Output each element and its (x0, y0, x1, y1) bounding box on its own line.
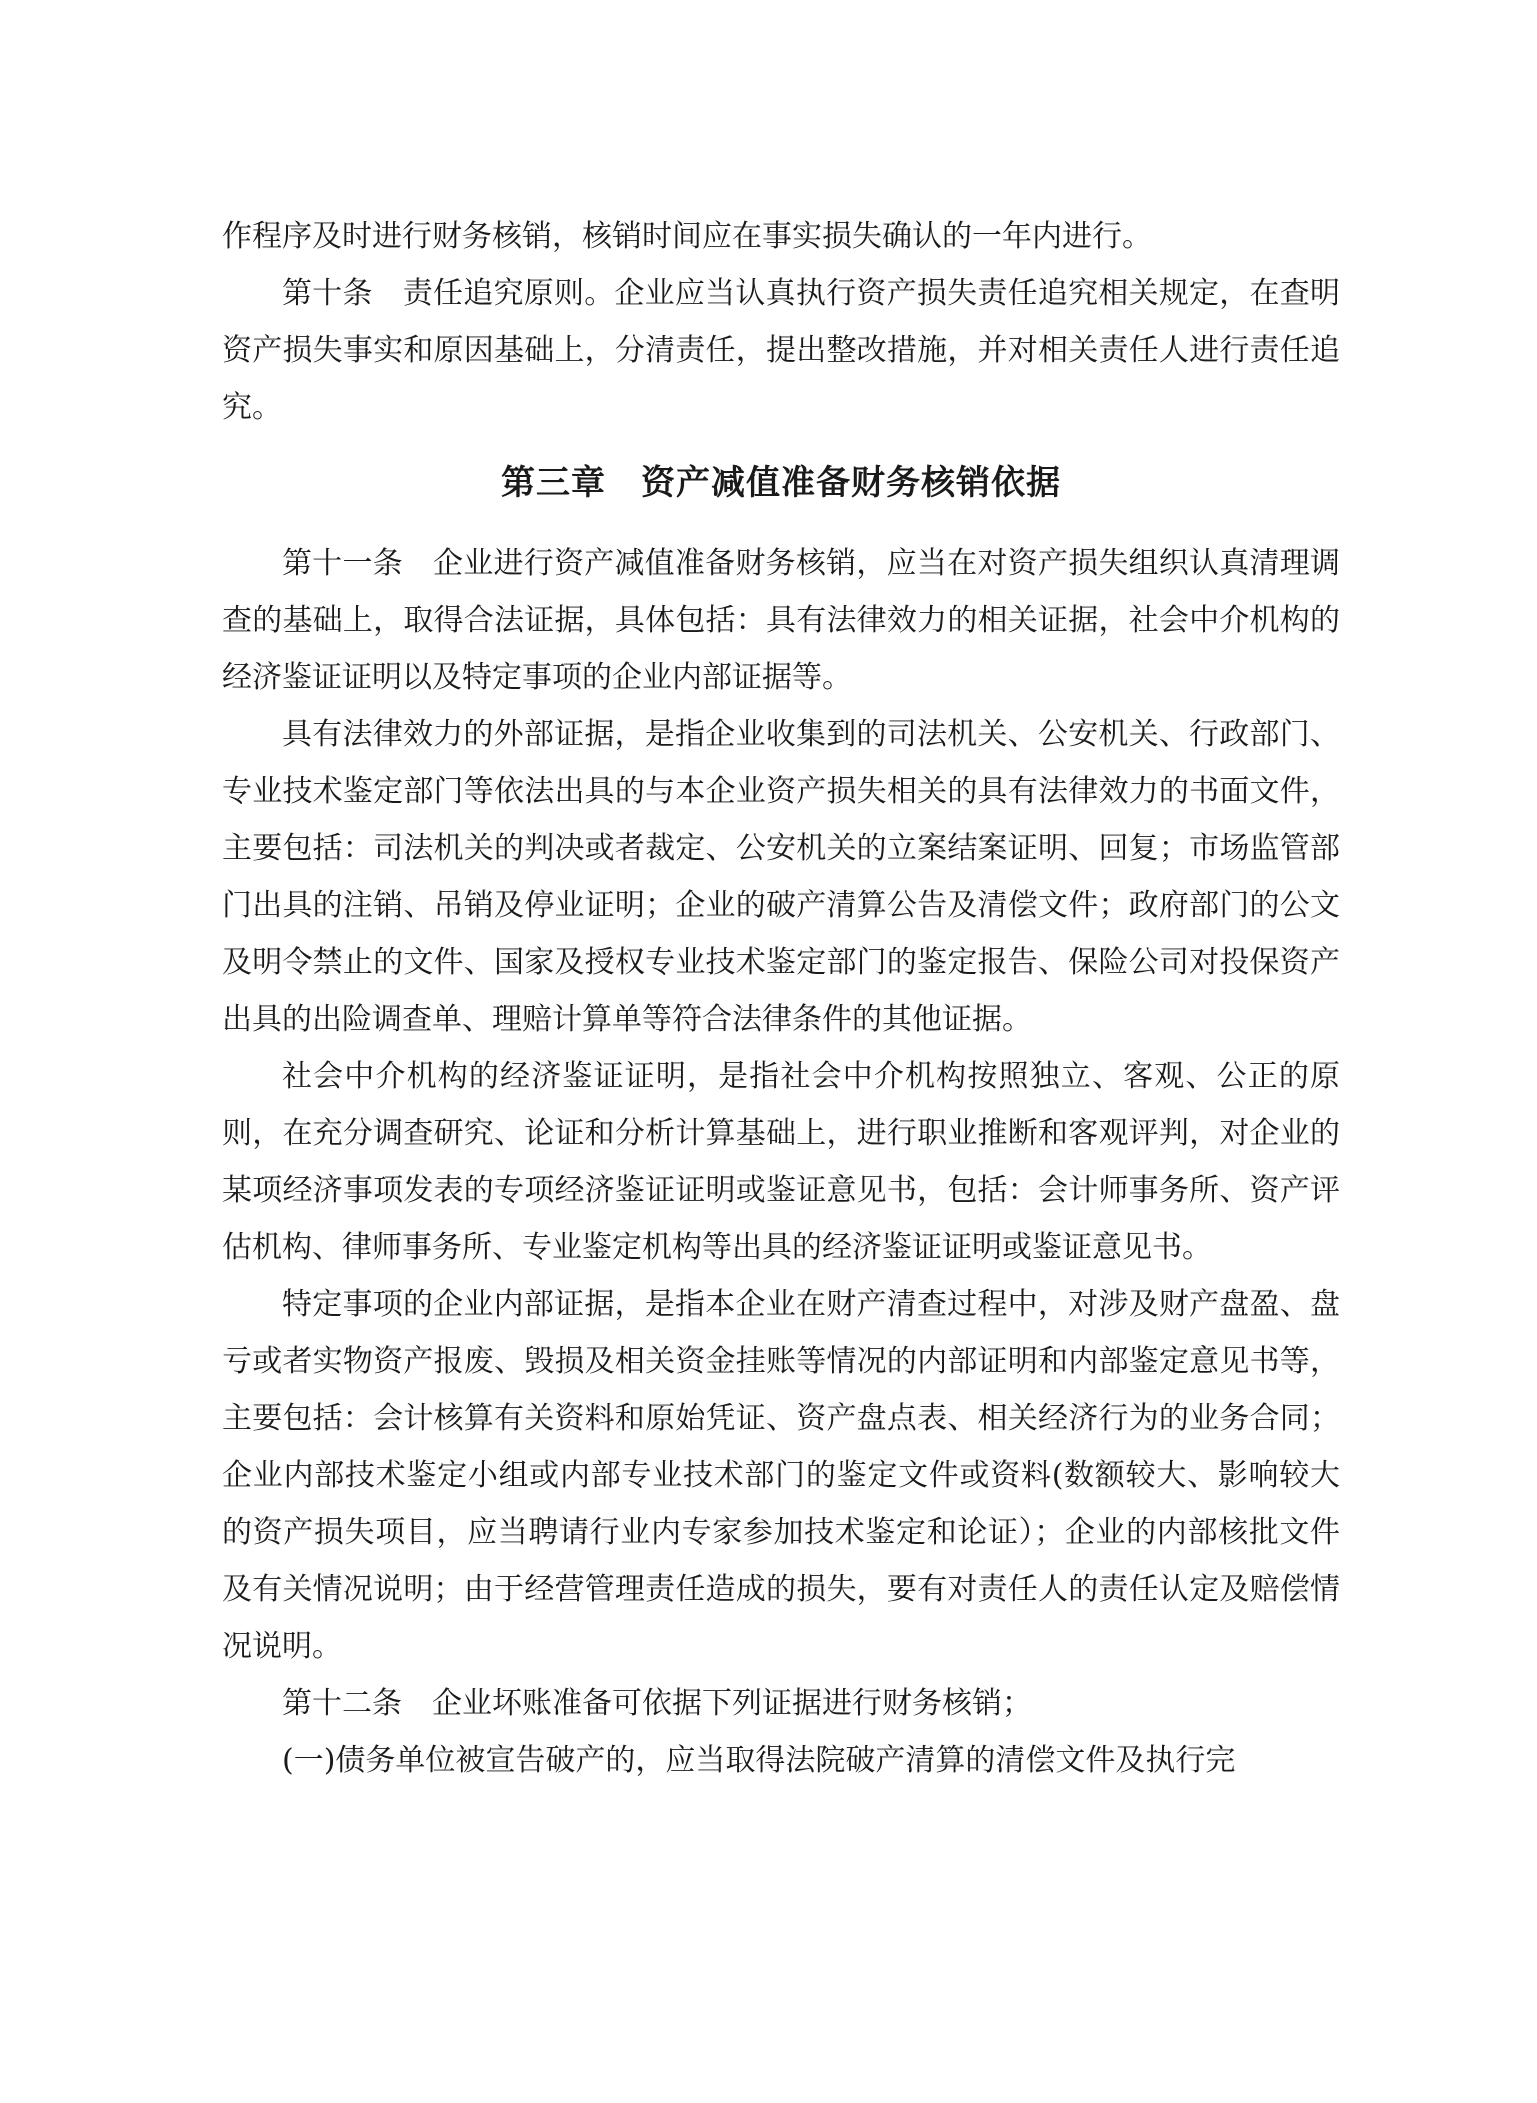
chapter-heading: 第三章 资产减值准备财务核销依据 (501, 463, 1061, 503)
article-number: 第十条 (282, 276, 373, 311)
article-10 (222, 265, 1340, 436)
paragraph-external-evidence: 具有法律效力的外部证据，是指企业收集到的司法机关、公安机关、行政部门、专业技术鉴定部门等依法出具的与本企业资产损失相关的具有法律效力的书面文件，主要包括：司法机关的判决或者裁定、公安机关的立案结案证明、回复；市场监管部门出具的注销、吊销及停业证明；企业的破产清算公告及清偿文件；政府部门的公文及明令禁止的文件、国家及授权专业技术鉴定部门的鉴定报告、保险公司对投保资产出具的出险调查单、理赔计算单等符合法律条件的其他证据。 (222, 717, 1340, 1037)
paragraph-continuation: 作程序及时进行财务核销，核销时间应在事实损失确认的一年内进行。 (222, 219, 1152, 254)
document-body (222, 208, 1340, 1789)
article-12 (222, 1675, 1340, 1732)
paragraph-internal-evidence: 特定事项的企业内部证据，是指本企业在财产清查过程中，对涉及财产盘盈、盘亏或者实物资产报废、毁损及相关资金挂账等情况的内部证明和内部鉴定意见书等，主要包括：会计核算有关资料和原始凭证、资产盘点表、相关经济行为的业务合同；企业内部技术鉴定小组或内部专业技术部门的鉴定文件或资料(数额较大、影响较大的资产损失项目，应当聘请行业内专家参加技术鉴定和论证）；企业的内部核批文件及有关情况说明；由于经营管理责任造成的损失，要有对责任人的责任认定及赔偿情况说明。 (222, 1287, 1340, 1664)
article-text: 企业坏账准备可依据下列证据进行财务核销； (432, 1686, 1032, 1721)
article-number: 第十二条 (282, 1686, 402, 1721)
article-text: 企业进行资产减值准备财务核销，应当在对资产损失组织认真清理调查的基础上，取得合法证据，具体包括：具有法律效力的相关证据，社会中介机构的经济鉴证证明以及特定事项的企业内部证据等。 (222, 546, 1341, 695)
article-number: 第十一条 (282, 546, 403, 581)
paragraph-agency-evidence: 社会中介机构的经济鉴证证明，是指社会中介机构按照独立、客观、公正的原则，在充分调查研究、论证和分析计算基础上，进行职业推断和客观评判，对企业的某项经济事项发表的专项经济鉴证证明或鉴证意见书，包括：会计师事务所、资产评估机构、律师事务所、专业鉴定机构等出具的经济鉴证证明或鉴证意见书。 (222, 1059, 1340, 1265)
article-11 (222, 535, 1340, 706)
article-text: 责任追究原则。企业应当认真执行资产损失责任追究相关规定，在查明资产损失事实和原因基础上，分清责任，提出整改措施，并对相关责任人进行责任追究。 (222, 276, 1341, 425)
list-item-1: (一)债务单位被宣告破产的，应当取得法院破产清算的清偿文件及执行完 (282, 1743, 1236, 1778)
